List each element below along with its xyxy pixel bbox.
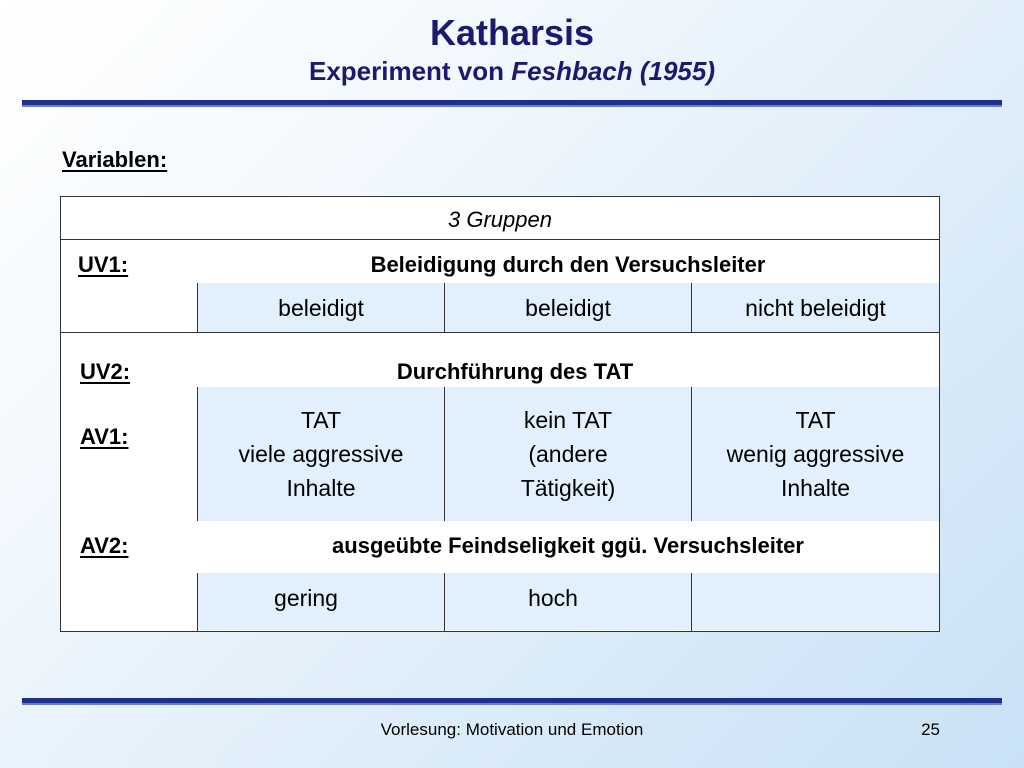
- av1-cell-1-line: viele aggressive: [238, 441, 404, 467]
- av1-cell-3-line: wenig aggressive: [726, 441, 905, 467]
- uv1-cell-1: [198, 283, 444, 332]
- av1-cell-1-line: TAT: [300, 407, 341, 433]
- av1-cell-3: [692, 387, 939, 521]
- uv1-cell-3-text: nicht beleidigt: [745, 294, 886, 321]
- av1-cell-2: [445, 387, 691, 521]
- section-label: Variablen:: [62, 147, 168, 172]
- column-divider: [691, 573, 692, 631]
- uv1-cell-1-text: beleidigt: [278, 294, 364, 321]
- av2-cell-1-text: gering: [274, 584, 338, 611]
- slide-title: Katharsis: [429, 12, 595, 53]
- footer-text: Vorlesung: Motivation und Emotion: [380, 720, 644, 739]
- uv2-title: Durchführung des TAT: [396, 359, 634, 384]
- av2-label: AV2:: [80, 533, 129, 558]
- av2-cell-2-text: hoch: [528, 584, 578, 611]
- av1-cell-3-text: [727, 403, 905, 505]
- subtitle-prefix: Experiment von: [308, 56, 512, 86]
- row-divider: [61, 332, 939, 333]
- column-divider: [691, 387, 692, 521]
- column-divider: [197, 387, 198, 521]
- av1-cell-2-text: [521, 403, 616, 505]
- av1-cell-1-text: [239, 403, 404, 505]
- av1-cell-1-line: Inhalte: [286, 475, 356, 501]
- av1-label: AV1:: [80, 424, 129, 449]
- av1-cell-2-line: (andere: [528, 441, 608, 467]
- av1-cell-2-line: Tätigkeit): [520, 475, 616, 501]
- column-divider: [197, 573, 198, 631]
- uv1-cell-3: [692, 283, 939, 332]
- av1-cell-3-line: TAT: [795, 407, 836, 433]
- column-divider: [444, 573, 445, 631]
- uv2-label: UV2:: [80, 359, 131, 384]
- uv1-title: Beleidigung durch den Versuchsleiter: [370, 252, 766, 277]
- uv1-cell-2-text: beleidigt: [525, 294, 611, 321]
- av1-cell-1: [198, 387, 444, 521]
- av2-cell-2: [445, 573, 691, 630]
- column-divider: [691, 283, 692, 333]
- column-divider: [197, 283, 198, 333]
- column-divider: [444, 283, 445, 333]
- subtitle-author: Feshbach (1955): [511, 56, 716, 86]
- slide-subtitle: [0, 54, 1024, 88]
- page-number: 25: [921, 720, 940, 739]
- av2-cell-3: [692, 573, 939, 630]
- av1-cell-3-line: Inhalte: [780, 475, 851, 501]
- av2-title: ausgeübte Feindseligkeit ggü. Versuchsleiter: [332, 533, 804, 558]
- top-divider: [22, 100, 1002, 107]
- av1-cell-2-line: kein TAT: [523, 407, 613, 433]
- bottom-divider: [22, 698, 1002, 705]
- variables-table: [60, 196, 940, 632]
- column-divider: [444, 387, 445, 521]
- slide-title-block: [0, 12, 1024, 88]
- av2-cell-1: [198, 573, 444, 630]
- uv1-cell-2: [445, 283, 691, 332]
- row-divider: [61, 239, 939, 240]
- uv1-label: UV1:: [78, 252, 129, 277]
- table-header: 3 Gruppen: [448, 207, 552, 232]
